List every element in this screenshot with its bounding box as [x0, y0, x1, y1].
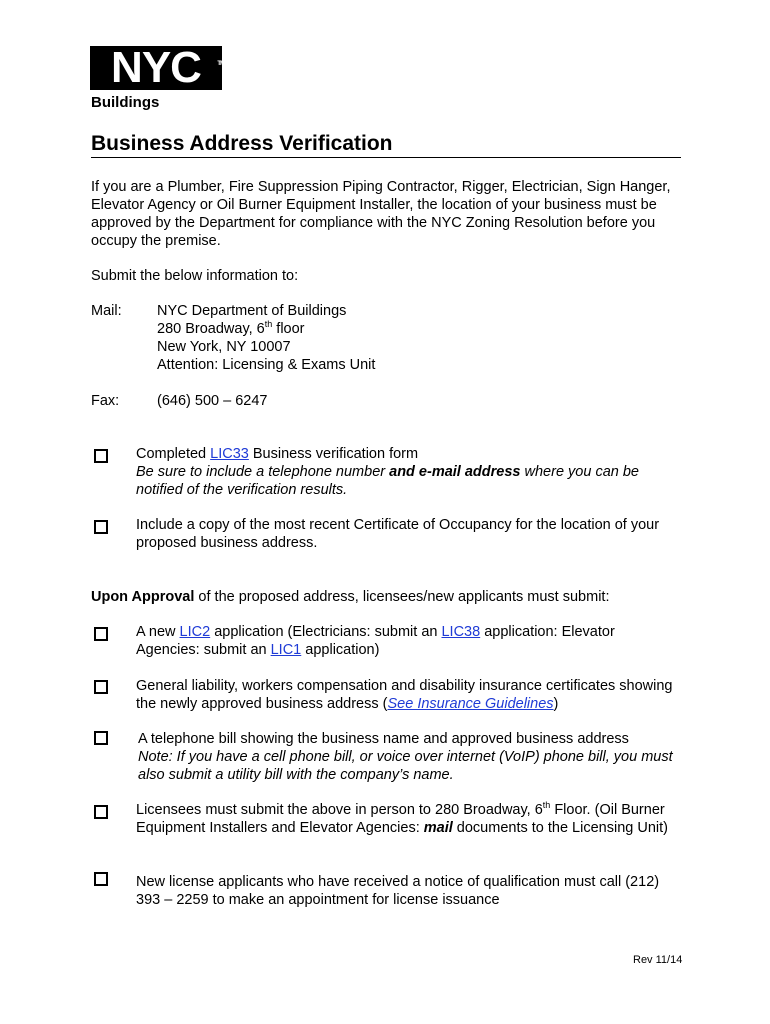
approval-heading [91, 588, 609, 606]
approval-text: of the proposed address, licensees/new applicants must submit: [194, 589, 610, 605]
item-text: Floor. (Oil Burner Equipment Installers and Elevator Agencies: [136, 802, 665, 836]
lic38-link[interactable]: LIC38 [441, 624, 481, 640]
item-text: Completed [136, 446, 211, 462]
item-text: A telephone bill showing the business name and approved business address [138, 731, 629, 747]
logo-buildings-text: Buildings [91, 94, 160, 111]
checklist-item-telephone-bill [138, 730, 678, 784]
item-text: ) [553, 696, 559, 712]
logo-nyc-mark [90, 43, 224, 92]
mail-label: Mail: [91, 303, 122, 319]
address-line-2 [157, 320, 375, 338]
item-text: application) [301, 642, 380, 658]
submit-to-text: Submit the below information to: [91, 268, 299, 284]
item-text: Licensees must submit the above in person to 280 Broadway, 6 [136, 802, 543, 818]
address-line-2-post: floor [272, 321, 305, 337]
checklist-item-new-applicants: New license applicants who have received a notice of qualification must call (212) 393 – 2259 to make an appointment for license issuance [136, 874, 660, 908]
insurance-guidelines-link[interactable]: See Insurance Guidelines [387, 696, 554, 712]
fax-label: Fax: [91, 393, 120, 409]
checklist-item-certificate: Include a copy of the most recent Certificate of Occupancy for the location of your proposed business address. [136, 517, 660, 551]
item-text: A new [136, 624, 180, 640]
page-title: Business Address Verification [91, 132, 393, 155]
checkbox-in-person[interactable] [94, 805, 108, 819]
checkbox-certificate-of-occupancy[interactable] [94, 520, 108, 534]
address-line-1: NYC Department of Buildings [157, 303, 347, 319]
checklist-item-in-person [136, 801, 676, 837]
title-underline [91, 157, 681, 158]
address-line-3: New York, NY 10007 [157, 339, 291, 355]
checkbox-new-applicants[interactable] [94, 872, 108, 886]
item-text: documents to the Licensing Unit) [452, 820, 668, 836]
logo-nyc-text: NYC [111, 43, 201, 92]
lic1-link[interactable]: LIC1 [270, 642, 302, 658]
fax-number: (646) 500 – 6247 [157, 393, 268, 409]
checklist-item-insurance [136, 677, 676, 713]
lic33-link[interactable]: LIC33 [210, 446, 249, 462]
item-sup: th [542, 800, 551, 811]
address-line-2-text: 280 Broadway, 6 [157, 321, 265, 337]
item-note: where you can be notified of the verification results. [136, 464, 639, 498]
intro-paragraph: If you are a Plumber, Fire Suppression Piping Contractor, Rigger, Electrician, Sign Hanger, Elevator Agency or Oil Burner Equipment Installer, the location of your business must be approved by the Department for compliance with the NYC Zoning Resolution before you occupy the premise. [91, 179, 671, 249]
address-line-2-sup: th [264, 319, 273, 330]
approval-bold: Upon Approval [91, 589, 195, 605]
checklist-item-new-application [136, 623, 676, 659]
item-text: application (Electricians: submit an [210, 624, 442, 640]
item-text: application: Elevator Agencies: submit an [136, 624, 615, 658]
checklist-item-lic33 [136, 445, 676, 499]
item-text: Business verification form [248, 446, 419, 462]
item-bold: mail [423, 820, 453, 836]
checkbox-insurance[interactable] [94, 680, 108, 694]
nyc-buildings-logo [90, 43, 224, 116]
item-note: Note: If you have a cell phone bill, or voice over internet (VoIP) phone bill, you must also submit a utility bill with the company’s name. [138, 749, 673, 783]
checkbox-new-application[interactable] [94, 627, 108, 641]
item-text: General liability, workers compensation and disability insurance certificates showing the newly approved business address ( [136, 678, 673, 712]
item-note-bold: and e-mail address [389, 464, 521, 480]
checkbox-telephone-bill[interactable] [94, 731, 108, 745]
checkbox-lic33[interactable] [94, 449, 108, 463]
logo-tm: TM [217, 61, 224, 67]
lic2-link[interactable]: LIC2 [179, 624, 211, 640]
revision-label: Rev 11/14 [633, 954, 683, 966]
item-note: Be sure to include a telephone number [136, 464, 390, 480]
mail-address [157, 302, 375, 374]
address-line-4: Attention: Licensing & Exams Unit [157, 357, 376, 373]
